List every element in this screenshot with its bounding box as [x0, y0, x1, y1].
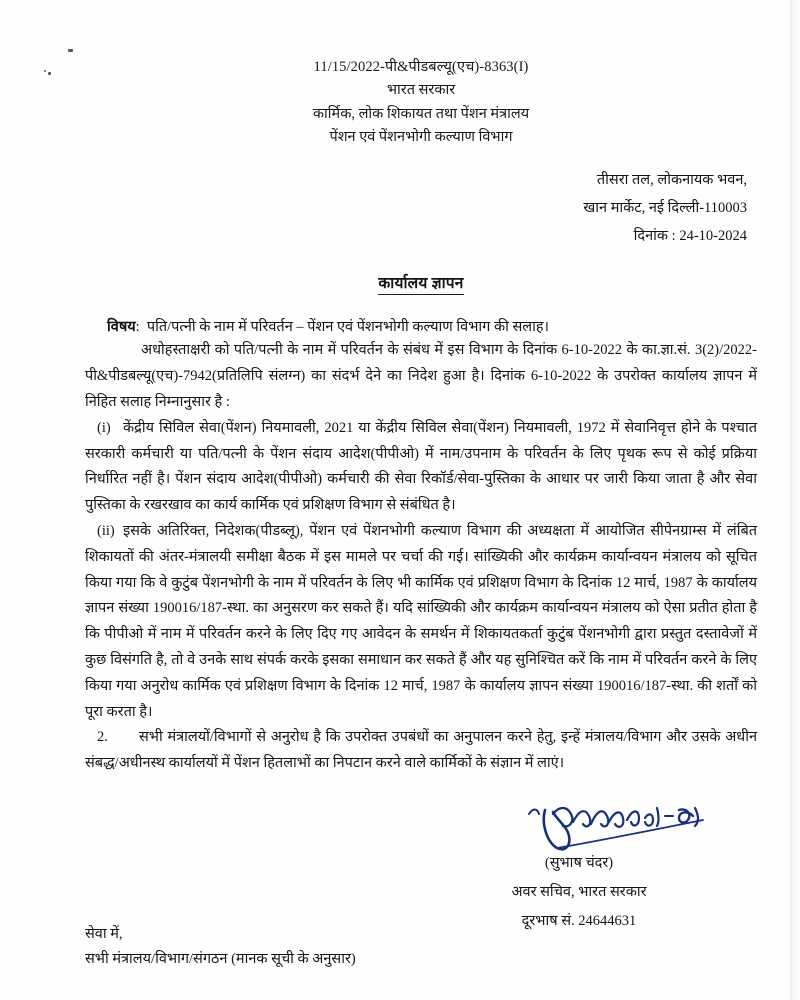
subject-label: विषय — [107, 318, 136, 335]
document-content — [85, 0, 757, 1000]
recipient-block — [85, 922, 356, 973]
paragraph-marker-2: 2. — [97, 729, 108, 746]
subject-text: पति/पत्नी के नाम में परिवर्तन – पेंशन एवं पेंशनभोगी कल्याण विभाग की सलाह। — [146, 318, 550, 335]
numbered-paragraph-2 — [85, 725, 757, 777]
clause-text-i: केंद्रीय सिविल सेवा(पेंशन) नियमावली, 2021 या केंद्रीय सिविल सेवा(पेंशन) नियमावली, 1972 में सेवानिवृत्त होने के पश्चात सरकारी कर्मचारी या पति/पत्नी के पेंशन संदाय आदेश(पीपीओ) में नाम/उपनाम के परिवर्तन के लिए पृथक रूप से कोई प्रक्रिया निर्धारित नहीं है। पेंशन संदाय आदेश(पीपीओ) कर्मचारी की सेवा रिकॉर्ड/सेवा-पुस्तिका के आधार पर जारी किया जाता है और सेवा पुस्तिका के रखरखाव का कार्य कार्मिक एवं प्रशिक्षण विभाग से संबंधित है। — [85, 419, 757, 514]
paragraph-text-2: सभी मंत्रालयों/विभागों से अनुरोध है कि उपरोक्त उपबंधों का अनुपालन करने हेतु, इन्हें मंत्रालय/विभाग और उसके अधीन संबद्ध/अधीनस्थ कार्यालयों में पेंशन हितलाभों का निपटान करने वाले कार्मिकों के संज्ञान में लाएं। — [85, 729, 757, 772]
clause-i — [85, 416, 757, 519]
document-title-wrap — [85, 271, 757, 295]
page-title: कार्यालय ज्ञापन — [378, 271, 463, 295]
address-line-1: तीसरा तल, लोकनायक भवन, — [596, 171, 747, 188]
scan-speck — [48, 72, 51, 75]
scan-speck — [68, 49, 73, 52]
reference-number: 11/15/2022-पी&पीडबल्यू(एच)-8363(I) — [313, 59, 529, 75]
government-name: भारत सरकार — [386, 82, 456, 99]
subject-separator: : — [135, 318, 140, 335]
clause-ii — [85, 519, 757, 725]
document-date: दिनांक : 24-10-2024 — [633, 228, 747, 245]
address-block — [85, 166, 757, 251]
handwritten-signature — [429, 806, 729, 856]
signature-block — [429, 806, 729, 930]
subject-line — [85, 317, 757, 339]
signatory-designation: अवर सचिव, भारत सरकार — [511, 884, 647, 900]
address-line-2: खान मार्केट, नई दिल्ली-110003 — [583, 200, 747, 217]
clause-marker-ii: (ii) — [97, 523, 115, 540]
clause-marker-i: (i) — [97, 419, 111, 436]
department-name: पेंशन एवं पेंशनभोगी कल्याण विभाग — [329, 129, 513, 146]
signatory-phone: दूरभाष सं. 24644631 — [521, 913, 637, 929]
paper-right-edge — [791, 0, 800, 1000]
clause-text-ii: इसके अतिरिक्त, निदेशक(पीडब्लू), पेंशन एवं पेंशनभोगी कल्याण विभाग की अध्यक्षता में आयोजित सीपेनग्राम्स में लंबित शिकायतों की अंतर-मंत्रालयी समीक्षा बैठक में इस मामले पर चर्चा की गई। सांख्यिकी और कार्यक्रम कार्यान्वयन मंत्रालय को सूचित किया गया कि वे कुटुंब पेंशनभोगी के नाम में परिवर्तन के लिए भी कार्मिक एवं प्रशिक्षण विभाग के दिनांक 12 मार्च, 1987 के कार्यालय ज्ञापन संख्या 190016/187-स्था. का अनुसरण कर सकते हैं। यदि सांख्यिकी और कार्यक्रम कार्यान्वयन मंत्रालय को ऐसा प्रतीत होता है कि पीपीओ में नाम में परिवर्तन करने के लिए दिए गए आवेदन के समर्थन में शिकायतकर्ता कुटुंब पेंशनभोगी द्वारा प्रस्तुत दस्तावेजों में कुछ विसंगति है, तो वे उनके साथ संपर्क करके इसका समाधान कर सकते हैं और यह सुनिश्चित करें कि नाम में परिवर्तन करने के लिए किया गया अनुरोध कार्मिक एवं प्रशिक्षण विभाग के दिनांक 12 मार्च, 1987 के कार्यालय ज्ञापन संख्या 190016/187-स्था. की शर्तों को पूरा करता है। — [85, 523, 757, 720]
document-header — [85, 0, 757, 150]
signatory-name: (सुभाष चंदर) — [544, 855, 614, 871]
intro-paragraph: अधोहस्ताक्षरी को पति/पत्नी के नाम में परिवर्तन के संबंध में इस विभाग के दिनांक 6-10-2022 के का.ज्ञा.सं. 3(2)/2022-पी&पीडबल्यू(एच)-7942(प्रतिलिपि संलग्न) का संदर्भ देने का निदेश हुआ है। दिनांक 6-10-2022 के उपरोक्त कार्यालय ज्ञापन में निहित सलाह निम्नानुसार है : — [85, 342, 757, 411]
scan-speck — [44, 70, 46, 72]
recipient-list: सभी मंत्रालय/विभाग/संगठन (मानक सूची के अनुसार) — [85, 951, 356, 968]
recipient-salutation: सेवा में, — [85, 926, 123, 942]
ministry-name: कार्मिक, लोक शिकायत तथा पेंशन मंत्रालय — [312, 105, 530, 122]
